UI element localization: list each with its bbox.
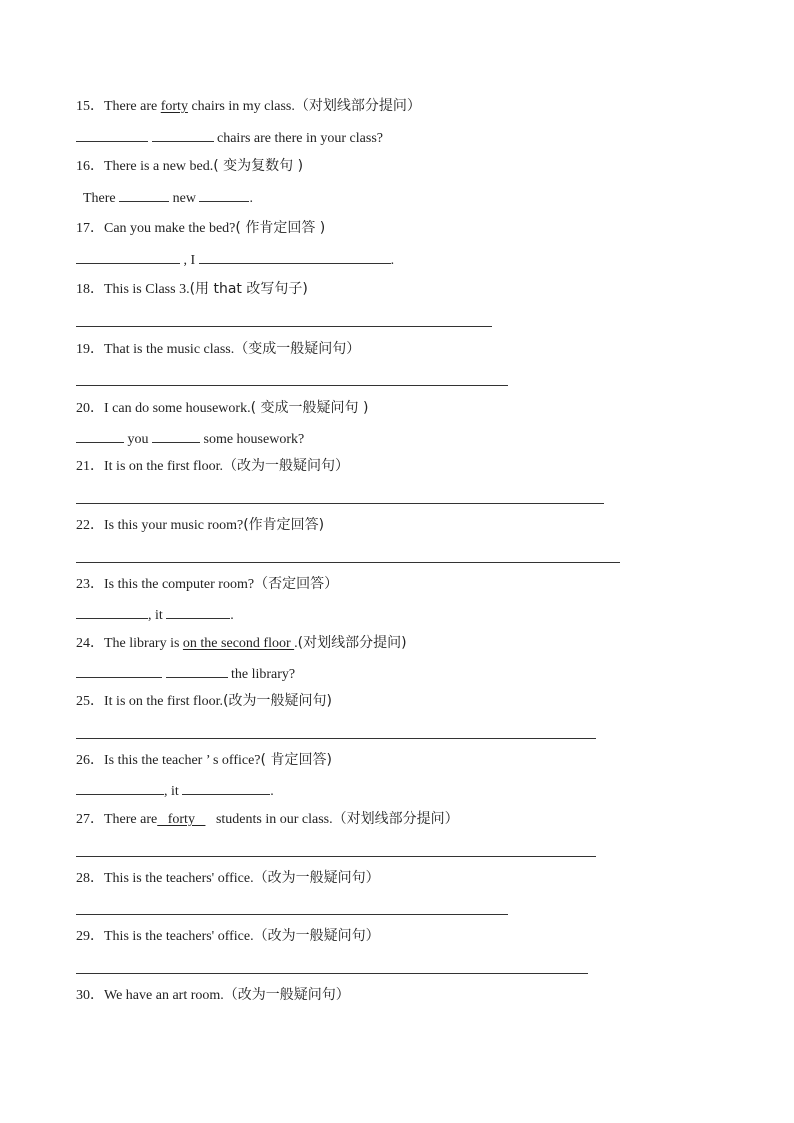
question-22 [76, 516, 324, 535]
instruction: ( 肯定回答) [260, 752, 332, 768]
answer-24 [76, 664, 295, 684]
answer-blank[interactable] [76, 781, 164, 795]
question-text: It is on the first floor. [104, 459, 223, 474]
question-27 [76, 810, 459, 829]
question-number: 25． [76, 694, 104, 709]
question-20 [76, 399, 368, 418]
question-number: 17． [76, 221, 104, 236]
answer-blank[interactable] [182, 781, 270, 795]
answer-blank[interactable] [76, 664, 162, 678]
answer-text: . [270, 784, 274, 799]
answer-text: . [230, 608, 234, 623]
answer-blank[interactable] [119, 188, 169, 202]
question-26 [76, 751, 332, 770]
answer-text: the library? [227, 667, 296, 682]
answer-text: There [83, 191, 120, 206]
question-number: 26． [76, 753, 104, 768]
question-25 [76, 692, 332, 711]
question-text: Is this the teacher ’ s office? [104, 753, 261, 768]
instruction: （否定回答） [254, 576, 339, 592]
question-text: There is a new bed. [104, 159, 214, 174]
instruction: ( 作肯定回答 ) [235, 220, 326, 236]
question-text: students in our class. [205, 812, 333, 827]
instruction: (改为一般疑问句) [223, 693, 332, 709]
answer-line-25[interactable] [76, 738, 596, 739]
answer-blank[interactable] [166, 664, 228, 678]
question-text: I can do some housework. [104, 401, 251, 416]
question-text: It is on the first floor. [104, 694, 223, 709]
answer-blank[interactable] [76, 429, 124, 443]
question-text: The library is [104, 636, 183, 651]
underlined-part: forty [160, 99, 188, 114]
instruction: （改为一般疑问句） [253, 870, 380, 886]
question-number: 20． [76, 401, 104, 416]
question-number: 30． [76, 988, 104, 1003]
instruction: （改为一般疑问句） [223, 458, 349, 474]
answer-line-22[interactable] [76, 562, 620, 563]
underlined-part: forty [157, 812, 206, 827]
instruction: ( 变为复数句 ) [213, 158, 304, 174]
answer-line-18[interactable] [76, 326, 492, 327]
instruction: （改为一般疑问句） [223, 987, 350, 1003]
answer-text: you [124, 432, 152, 447]
question-text: This is the teachers' office. [104, 929, 254, 944]
answer-blank[interactable] [199, 188, 249, 202]
answer-text: chairs are there in your class? [213, 131, 383, 146]
answer-blank[interactable] [76, 250, 180, 264]
question-number: 19． [76, 342, 104, 357]
question-text: There are [104, 812, 158, 827]
answer-26 [76, 781, 274, 801]
question-text: chairs in my class. [187, 99, 295, 114]
answer-blank[interactable] [166, 605, 230, 619]
question-text: Is this the computer room? [104, 577, 255, 592]
question-number: 15． [76, 99, 104, 114]
question-29 [76, 927, 380, 946]
answer-text: , I [180, 253, 199, 268]
answer-text: . [249, 191, 253, 206]
instruction: （对划线部分提问） [294, 98, 421, 114]
question-24 [76, 634, 407, 653]
question-text: Is this your music room? [104, 518, 244, 533]
question-19 [76, 340, 360, 359]
answer-blank[interactable] [152, 128, 214, 142]
question-number: 23． [76, 577, 104, 592]
answer-line-19[interactable] [76, 385, 508, 386]
instruction: （改为一般疑问句） [253, 928, 380, 944]
question-number: 16． [76, 159, 104, 174]
answer-text: some housework? [200, 432, 305, 447]
answer-blank[interactable] [76, 605, 148, 619]
answer-16 [83, 188, 253, 208]
answer-20 [76, 429, 304, 449]
question-28 [76, 869, 380, 888]
question-number: 22． [76, 518, 104, 533]
answer-text: , it [164, 784, 183, 799]
question-text: That is the music class. [104, 342, 235, 357]
question-text: We have an art room. [104, 988, 224, 1003]
question-16 [76, 157, 303, 176]
answer-blank[interactable] [199, 250, 391, 264]
answer-text: . [390, 253, 395, 268]
instruction: ( 变成一般疑问句 ) [250, 400, 369, 416]
answer-15 [76, 128, 383, 148]
question-text: . [294, 636, 298, 651]
answer-23 [76, 605, 234, 625]
question-number: 29． [76, 929, 104, 944]
question-23 [76, 575, 338, 594]
question-number: 27． [76, 812, 104, 827]
question-17 [76, 219, 325, 238]
instruction: （对划线部分提问） [332, 811, 459, 827]
question-number: 18． [76, 282, 104, 297]
instruction: (作肯定回答) [243, 517, 325, 533]
instruction: (用 that 改写句子) [189, 281, 308, 297]
answer-blank[interactable] [76, 128, 148, 142]
underlined-part: on the second floor [182, 636, 295, 651]
instruction: （变成一般疑问句） [234, 341, 361, 357]
question-text: Can you make the bed? [104, 221, 236, 236]
question-30 [76, 986, 350, 1005]
question-text: This is Class 3. [104, 282, 190, 297]
answer-text: new [169, 191, 200, 206]
question-21 [76, 457, 349, 476]
instruction: (对划线部分提问) [297, 635, 407, 651]
question-15 [76, 97, 421, 116]
answer-line-28[interactable] [76, 914, 508, 915]
answer-17 [76, 250, 394, 270]
question-text: There are [104, 99, 161, 114]
question-text: This is the teachers' office. [104, 871, 254, 886]
answer-line-29[interactable] [76, 973, 588, 974]
question-number: 28． [76, 871, 104, 886]
question-number: 24． [76, 636, 104, 651]
answer-blank[interactable] [152, 429, 200, 443]
question-number: 21． [76, 459, 104, 474]
answer-line-21[interactable] [76, 503, 604, 504]
answer-line-27[interactable] [76, 856, 596, 857]
question-18 [76, 280, 308, 299]
answer-text: , it [148, 608, 167, 623]
